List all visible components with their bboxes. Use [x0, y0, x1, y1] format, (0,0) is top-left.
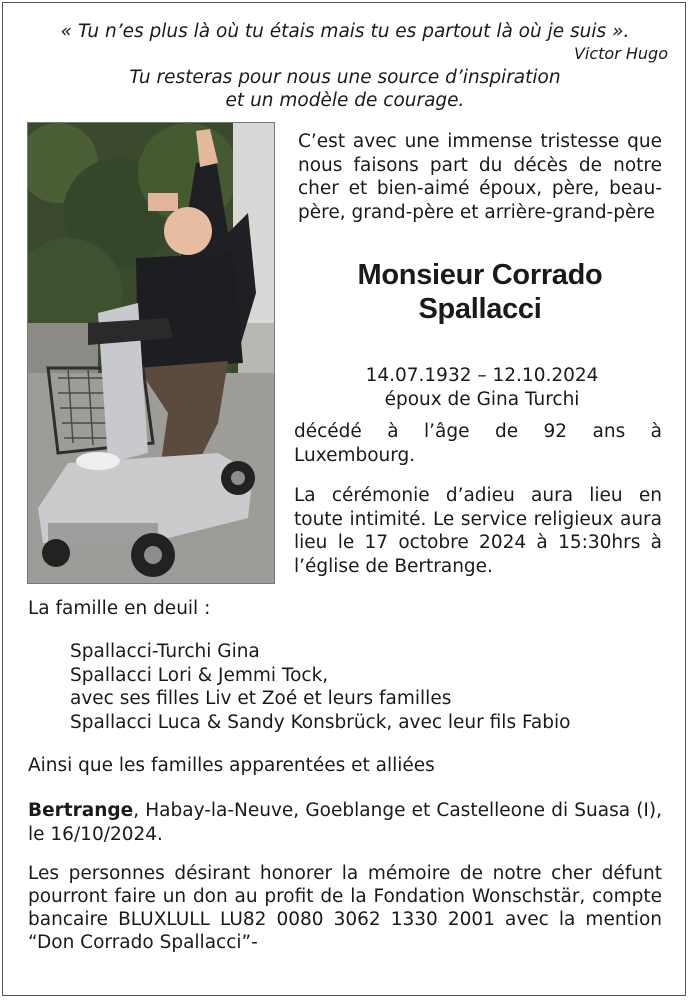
announcement-intro: C’est avec une immense tristesse que nous faisons part du décès de notre cher et bien-aimé époux, père, beau-père, grand-père et arrière-grand-père [298, 131, 662, 223]
epigraph-quote: « Tu n’es plus là où tu étais mais tu es partout là où je suis ». [60, 21, 630, 42]
ceremony-info: La cérémonie d’adieu aura lieu en toute intimité. Le service religieux aura lieu le 17 octobre 2024 à 15:30hrs à l’église de Bertrange. [294, 485, 662, 577]
portrait-photo [27, 122, 275, 584]
portrait-photo-illustration [28, 123, 275, 584]
subquote-line-1: Tu resteras pour nous une source d’inspiration [129, 67, 561, 88]
allied-families: Ainsi que les familles apparentées et alliées [28, 755, 435, 776]
family-members-list [70, 640, 670, 734]
deceased-name [290, 258, 670, 326]
life-dates: 14.07.1932 – 12.10.2024 [365, 365, 599, 386]
death-info: décédé à l’âge de 92 ans à Luxembourg. [294, 421, 662, 466]
family-heading: La famille en deuil : [28, 598, 211, 619]
name-line-1: Monsieur Corrado [357, 259, 603, 291]
spouse-info: époux de Gina Turchi [384, 388, 580, 410]
place-and-date [28, 799, 662, 846]
donation-info: Les personnes désirant honorer la mémoire de notre cher défunt pourront faire un don au profit de la Fondation Wonschstär, compte bancaire BLUXLULL LU82 0080 3062 1330 2001 avec la mention “Don Corrado Spallacci”- [28, 863, 662, 953]
subquote-line-2: et un modèle de courage. [225, 90, 465, 111]
family-member: avec ses filles Liv et Zoé et leurs familles [70, 688, 452, 709]
family-member: Spallacci Lori & Jemmi Tock, [70, 664, 329, 686]
family-member: Spallacci-Turchi Gina [70, 641, 260, 662]
family-member: Spallacci Luca & Sandy Konsbrück, avec leur fils Fabio [70, 711, 571, 733]
place-bold: Bertrange [28, 800, 134, 821]
quote-author: Victor Hugo [573, 44, 668, 63]
name-line-2: Spallacci [418, 293, 542, 325]
place-rest: , Habay-la-Neuve, Goeblange et Castelleone di Suasa (I), le 16/10/2024. [28, 800, 662, 845]
epigraph-subquote [0, 66, 690, 112]
life-dates-block [292, 364, 672, 411]
